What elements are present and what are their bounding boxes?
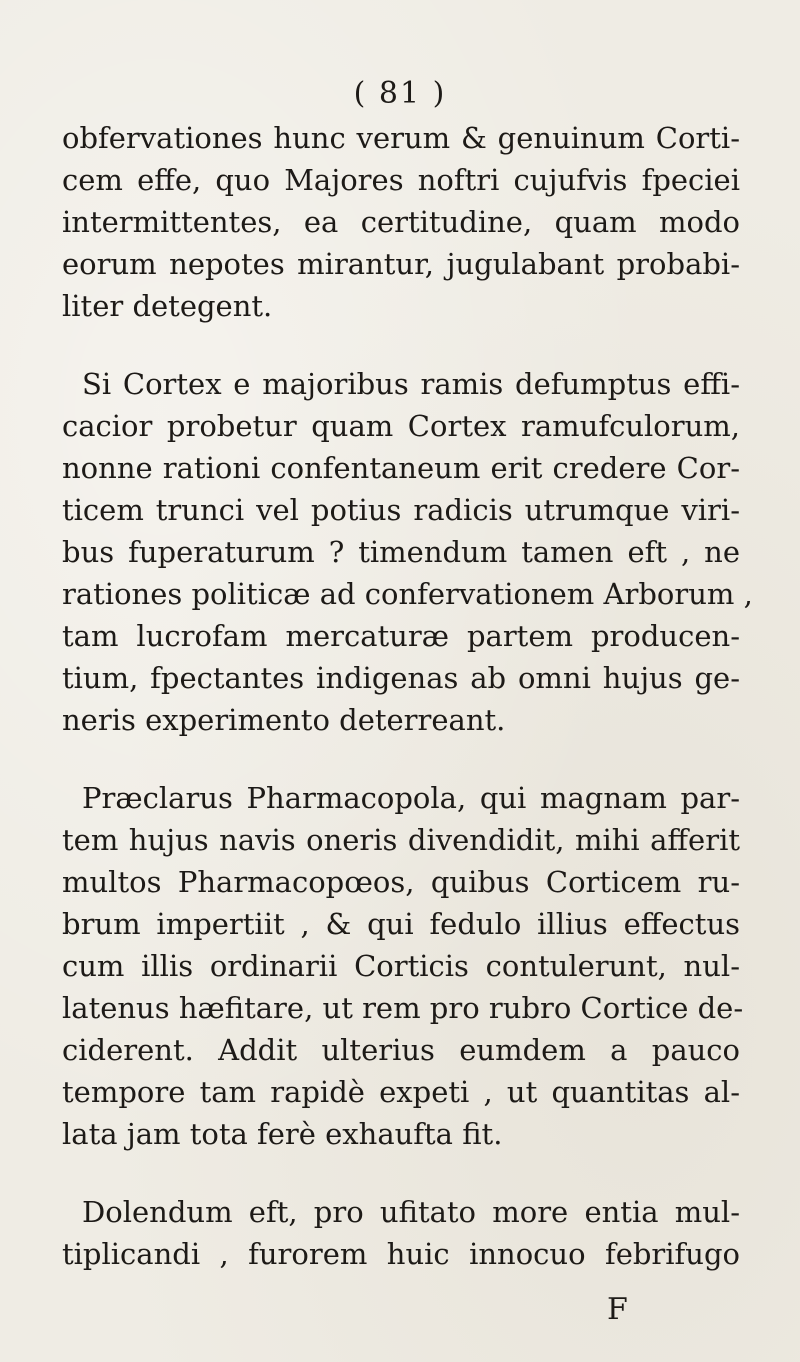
text-line: tempore tam rapidè expeti , ut quantitas al-: [62, 1075, 740, 1109]
text-line: tam lucrofam mercaturæ partem producen-: [62, 619, 740, 653]
text-line: intermittentes, ea certitudine, quam modo: [62, 205, 740, 239]
text-line: cum illis ordinarii Corticis contulerunt, nul-: [62, 949, 740, 983]
text-block: [62, 117, 753, 1275]
text-line: nonne rationi confentaneum erit credere Cor-: [62, 451, 740, 485]
paragraph-gap: [62, 741, 740, 777]
text-line: Dolendum eft, pro ufitato more entia mul-: [82, 1195, 740, 1229]
text-line: Si Cortex e majoribus ramis defumptus effi-: [82, 367, 740, 401]
page-number: ( 81 ): [353, 76, 447, 111]
paragraph-gap: [62, 1155, 740, 1191]
text-line: latenus hæfitare, ut rem pro rubro Cortice de-: [62, 991, 744, 1025]
paragraph-gap: [62, 327, 740, 363]
text-line: cem effe, quo Majores noftri cujufvis fpeciei: [62, 163, 740, 197]
text-line: rationes politicæ ad confervationem Arborum ,: [62, 577, 753, 611]
text-line: lata jam tota ferè exhaufta fit.: [62, 1117, 503, 1151]
text-line: tiplicandi , furorem huic innocuo febrifugo: [62, 1237, 740, 1271]
text-line: neris experimento deterreant.: [62, 703, 506, 737]
text-line: liter detegent.: [62, 289, 273, 323]
text-line: multos Pharmacopœos, quibus Corticem ru-: [62, 865, 740, 899]
text-line: brum impertiit , & qui fedulo illius effectus: [62, 907, 740, 941]
text-line: ticem trunci vel potius radicis utrumque viri-: [62, 493, 740, 527]
paragraph-1: [62, 117, 740, 327]
text-line: obfervationes hunc verum & genuinum Corti-: [62, 121, 740, 155]
paragraph-4: [62, 1191, 740, 1275]
text-line: tium, fpectantes indigenas ab omni hujus ge-: [62, 661, 740, 695]
text-line: ciderent. Addit ulterius eumdem a pauco: [62, 1033, 740, 1067]
paragraph-2: [62, 363, 753, 741]
catchword: F: [607, 1292, 628, 1327]
paragraph-3: [62, 777, 744, 1155]
text-line: Præclarus Pharmacopola, qui magnam par-: [82, 781, 740, 815]
text-line: bus fuperaturum ? timendum tamen eft , ne: [62, 535, 740, 569]
text-line: eorum nepotes mirantur, jugulabant probabi-: [62, 247, 740, 281]
text-line: cacior probetur quam Cortex ramufculorum,: [62, 409, 740, 443]
text-line: tem hujus navis oneris divendidit, mihi afferit: [62, 823, 740, 857]
